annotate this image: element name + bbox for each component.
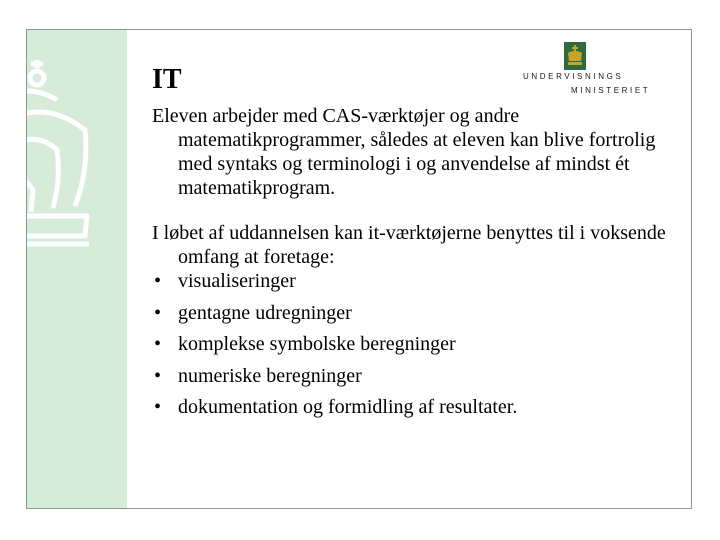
logo-text-line2: MINISTERIET (571, 86, 651, 95)
crown-watermark-icon (27, 30, 127, 508)
list-item (152, 395, 682, 419)
crown-emblem-icon (564, 42, 586, 70)
list-item (152, 301, 682, 325)
bullet-marker: • (154, 396, 162, 418)
list-item-text: visualiseringer (178, 270, 296, 292)
list-item (152, 269, 682, 293)
slide-title: IT (152, 64, 182, 95)
list-item-text: gentagne udregninger (178, 301, 352, 324)
ministry-logo (523, 42, 683, 102)
list-item (152, 364, 682, 388)
side-band (27, 30, 127, 508)
paragraph-it-tools: I løbet af uddannelsen kan it-værktøjerne benyttes til i voksende omfang at foretage: (152, 222, 666, 268)
bullet-marker: • (154, 301, 162, 324)
list-item-text: komplekse symbolske beregninger (178, 333, 456, 355)
list-item-text: numeriske beregninger (178, 364, 362, 387)
slide (26, 29, 692, 509)
bullet-marker: • (154, 270, 162, 292)
paragraph-cas-tools: Eleven arbejder med CAS-værktøjer og andre matematikprogrammer, således at eleven kan blive fortrolig med syntaks og terminologi i og anvendelse af mindst ét matematikprogram. (152, 105, 656, 199)
bullet-marker: • (154, 333, 162, 355)
list-item (152, 332, 682, 356)
list-item-text: dokumentation og formidling af resultater. (178, 396, 518, 418)
bullet-marker: • (154, 364, 162, 387)
slide-body (152, 104, 682, 427)
logo-text-line1: UNDERVISNINGS (523, 72, 624, 81)
bullet-list (152, 269, 682, 419)
